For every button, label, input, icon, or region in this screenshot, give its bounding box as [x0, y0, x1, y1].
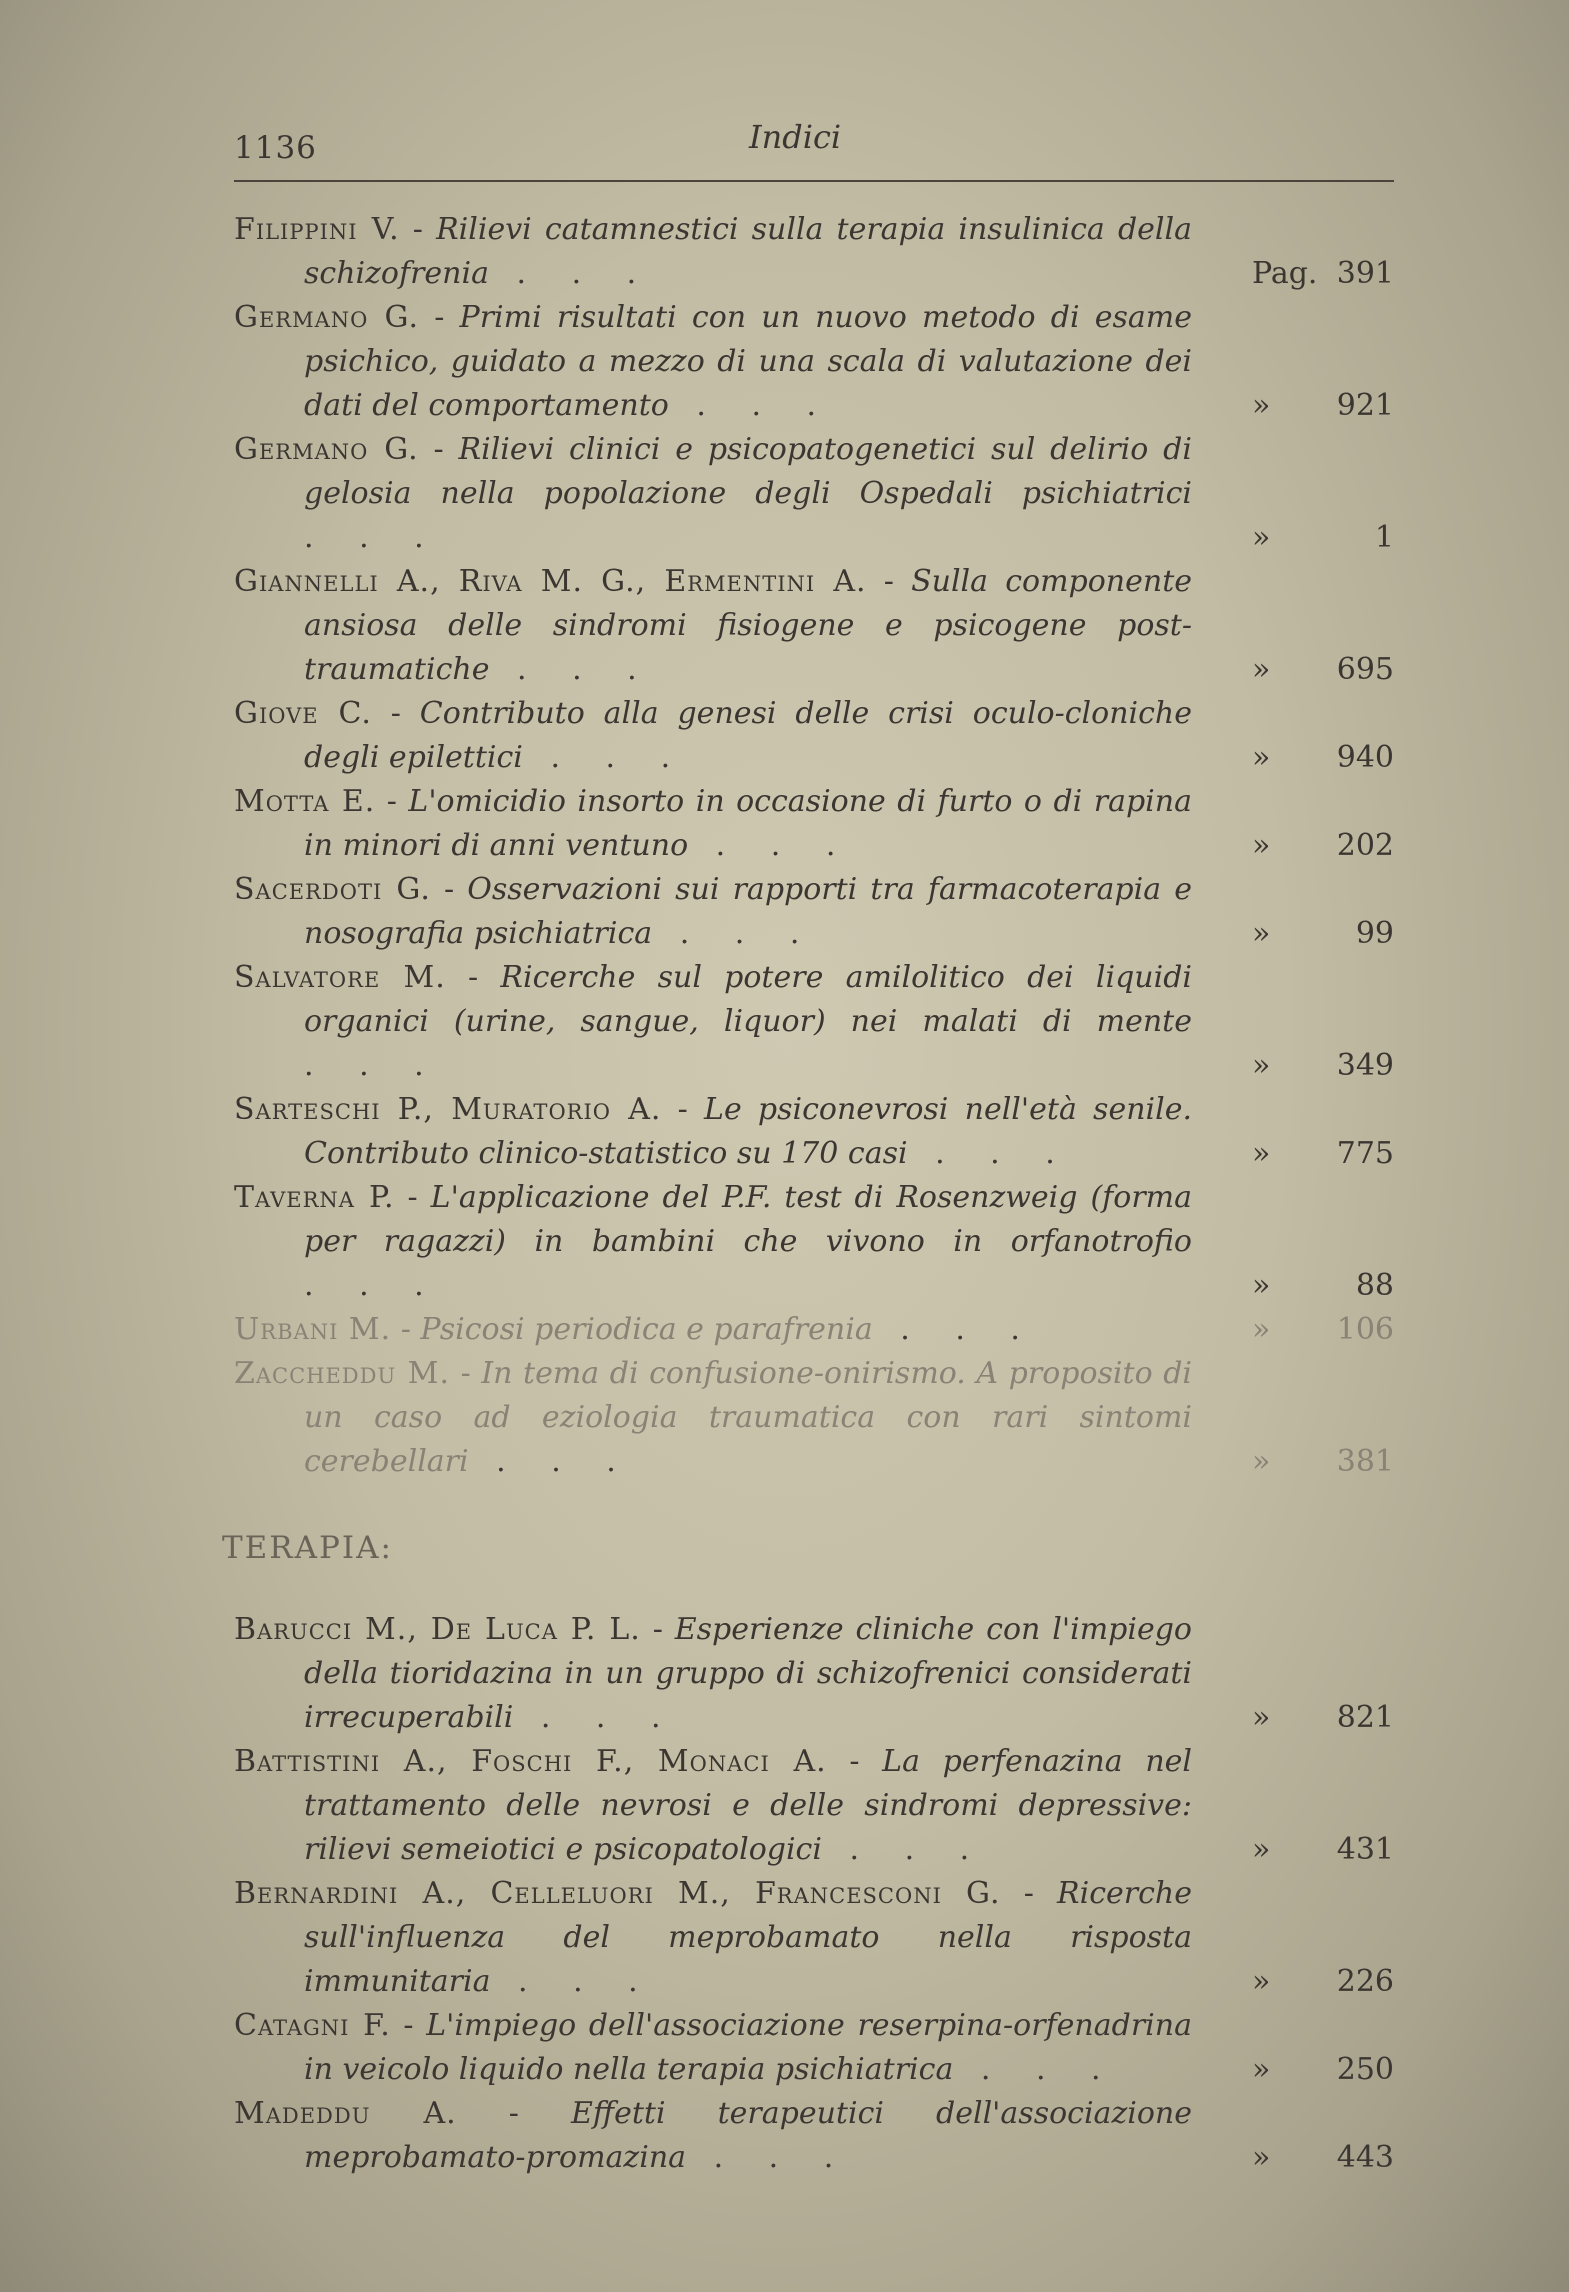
dot-leader: . . .	[686, 2140, 852, 2175]
entry-title: In tema di confusione-onirismo. A proposito di un caso ad eziologia traumatica con rari sintomi cerebellari	[304, 1356, 1192, 1479]
index-list-top	[234, 208, 1394, 1484]
entry-page-col	[1192, 1740, 1394, 1872]
entry-page-col	[1192, 2004, 1394, 2092]
entry-title: Rilievi clinici e psicopatogenetici sul delirio di gelosia nella popolazione degli Ospedali psichiatrici	[304, 432, 1192, 511]
entry-text	[234, 296, 1192, 428]
entry-page: 940	[1336, 740, 1394, 775]
separator: -	[371, 696, 420, 731]
dot-leader: . . .	[953, 2052, 1119, 2087]
entry-page: 443	[1336, 2140, 1394, 2175]
entry-page: 88	[1355, 1268, 1394, 1303]
entry-page: 349	[1336, 1048, 1394, 1083]
entry-title: Ricerche sull'influenza del meprobamato nella risposta immunitaria	[304, 1876, 1192, 1999]
entry-text	[234, 2092, 1192, 2180]
entry-page-col	[1192, 296, 1394, 428]
entry-text	[234, 692, 1192, 780]
entry-page-col	[1192, 780, 1394, 868]
dot-leader: . . .	[490, 1964, 656, 1999]
entry-author: Germano G.	[234, 432, 419, 467]
separator: -	[866, 564, 912, 599]
separator: -	[450, 1356, 482, 1391]
entry-page: 99	[1355, 916, 1394, 951]
entry-text	[234, 1308, 1192, 1352]
entry-text	[234, 1608, 1192, 1740]
entry-title: Contributo alla genesi delle crisi oculo-cloniche degli epilettici	[304, 696, 1192, 775]
header-rule	[234, 180, 1394, 182]
entry-title: Sulla componente ansiosa delle sindromi fisiogene e psicogene post-traumatiche	[304, 564, 1192, 687]
index-entry	[234, 1176, 1394, 1308]
separator: -	[394, 1180, 431, 1215]
entry-author: Bernardini A., Celleluori M., Francesconi G.	[234, 1876, 1001, 1911]
entry-page-col	[1192, 428, 1394, 560]
index-entry	[234, 780, 1394, 868]
entry-title: L'impiego dell'associazione reserpina-orfenadrina in veicolo liquido nella terapia psichiatrica	[304, 2008, 1192, 2087]
entry-author: Giannelli A., Riva M. G., Ermentini A.	[234, 564, 867, 599]
entry-page: 391	[1336, 256, 1394, 291]
page-prefix: »	[1252, 652, 1271, 687]
page-prefix: »	[1252, 740, 1271, 775]
entry-author: Barucci M., De Luca P. L.	[234, 1612, 641, 1647]
running-title: Indici	[749, 118, 842, 156]
entry-page-col	[1192, 1352, 1394, 1484]
index-entry	[234, 692, 1394, 780]
running-header	[234, 0, 1394, 184]
entry-title: Osservazioni sui rapporti tra farmacoterapia e nosografia psichiatrica	[304, 872, 1192, 951]
page-prefix: »	[1252, 388, 1271, 423]
entry-author: Madeddu A.	[234, 2096, 457, 2131]
entry-page: 202	[1336, 828, 1394, 863]
page-prefix: »	[1252, 828, 1271, 863]
entry-author: Giove C.	[234, 696, 372, 731]
entry-page-col	[1192, 1608, 1394, 1740]
entry-text	[234, 956, 1192, 1088]
entry-title: Ricerche sul potere amilolitico dei liquidi organici (urine, sangue, liquor) nei malati di mente	[304, 960, 1192, 1039]
entry-author: Sarteschi P., Muratorio A.	[234, 1092, 662, 1127]
index-entry	[234, 428, 1394, 560]
entry-page-col	[1192, 560, 1394, 692]
separator: -	[826, 1744, 883, 1779]
entry-text	[234, 868, 1192, 956]
separator: -	[390, 2008, 427, 2043]
dot-leader: . . .	[522, 740, 689, 775]
entry-page-col	[1192, 956, 1394, 1088]
entry-text	[234, 1352, 1192, 1484]
index-entry	[234, 868, 1394, 956]
page-prefix: »	[1252, 520, 1271, 555]
entry-page-col	[1192, 868, 1394, 956]
entry-author: Urbani M.	[234, 1312, 392, 1347]
entry-page: 226	[1336, 1964, 1394, 1999]
page-prefix: »	[1252, 1700, 1271, 1735]
page-prefix: »	[1252, 1832, 1271, 1867]
entry-text	[234, 428, 1192, 560]
index-entry	[234, 1740, 1394, 1872]
page-prefix: »	[1252, 2140, 1271, 2175]
separator: -	[419, 300, 460, 335]
entry-author: Sacerdoti G.	[234, 872, 431, 907]
entry-title: La perfenazina nel trattamento delle nevrosi e delle sindromi depressive: rilievi semeiotici e psicopatologici	[304, 1744, 1192, 1867]
entry-page: 775	[1336, 1136, 1394, 1171]
entry-title: Psicosi periodica e parafrenia	[420, 1312, 873, 1347]
entry-author: Battistini A., Foschi F., Monaci A.	[234, 1744, 827, 1779]
index-entry	[234, 2004, 1394, 2092]
separator: -	[1000, 1876, 1058, 1911]
entry-text	[234, 2004, 1192, 2092]
page-number: 1136	[234, 130, 317, 166]
entry-page-col	[1192, 1176, 1394, 1308]
entry-title: Primi risultati con un nuovo metodo di esame psichico, guidato a mezzo di una scala di valutazione dei dati del comportamento	[304, 300, 1192, 423]
separator: -	[456, 2096, 571, 2131]
page-prefix: »	[1252, 1312, 1271, 1347]
entry-title: L'omicidio insorto in occasione di furto o di rapina in minori di anni ventuno	[304, 784, 1192, 863]
dot-leader: . . .	[652, 916, 818, 951]
dot-leader: . . .	[668, 388, 835, 423]
section-heading-terapia: TERAPIA:	[222, 1530, 393, 1566]
entry-author: Germano G.	[234, 300, 419, 335]
page-prefix: »	[1252, 1268, 1271, 1303]
page-prefix: »	[1252, 1964, 1271, 1999]
entry-page-col	[1192, 1088, 1394, 1176]
entry-text	[234, 1176, 1192, 1308]
entry-page-col	[1192, 692, 1394, 780]
separator: -	[399, 212, 437, 247]
entry-text	[234, 1872, 1192, 2004]
separator: -	[375, 784, 409, 819]
entry-page: 1	[1374, 520, 1394, 555]
entry-title: L'applicazione del P.F. test di Rosenzweig (forma per ragazzi) in bambini che vivono in orfanotrofio	[304, 1180, 1192, 1259]
entry-author: Taverna P.	[234, 1180, 395, 1215]
index-list-terapia	[234, 1608, 1394, 2180]
entry-page-col	[1192, 1872, 1394, 2004]
dot-leader: . . .	[304, 1268, 442, 1303]
index-entry	[234, 560, 1394, 692]
separator: -	[640, 1612, 675, 1647]
entry-page: 106	[1336, 1312, 1394, 1347]
entry-page: 381	[1336, 1444, 1394, 1479]
dot-leader: . . .	[304, 1048, 442, 1083]
page-prefix: »	[1252, 2052, 1271, 2087]
index-entry	[234, 1088, 1394, 1176]
dot-leader: . . .	[821, 1832, 988, 1867]
dot-leader: . . .	[688, 828, 854, 863]
entry-title: Esperienze cliniche con l'impiego della tioridazina in un gruppo di schizofrenici considerati irrecuperabili	[304, 1612, 1192, 1735]
separator: -	[418, 432, 459, 467]
entry-title: Effetti terapeutici dell'associazione meprobamato-promazina	[304, 2096, 1192, 2175]
page-prefix: »	[1252, 916, 1271, 951]
entry-author: Salvatore M.	[234, 960, 446, 995]
entry-text	[234, 560, 1192, 692]
page-prefix: »	[1252, 1048, 1271, 1083]
dot-leader: . . .	[872, 1312, 1038, 1347]
entry-author: Zaccheddu M.	[234, 1356, 450, 1391]
index-content	[222, 184, 1394, 2220]
index-entry	[234, 1608, 1394, 1740]
entry-page: 250	[1336, 2052, 1394, 2087]
entry-author: Filippini V.	[234, 212, 400, 247]
entry-page: 695	[1336, 652, 1394, 687]
entry-title: Le psiconevrosi nell'età senile. Contributo clinico-statistico su 170 casi	[304, 1092, 1192, 1171]
dot-leader: . . .	[489, 652, 655, 687]
entry-text	[234, 208, 1192, 296]
entry-author: Catagni F.	[234, 2008, 391, 2043]
entry-page-col	[1192, 208, 1394, 296]
dot-leader: . . .	[304, 520, 442, 555]
index-entry	[234, 956, 1394, 1088]
index-entry	[234, 296, 1394, 428]
page-prefix: Pag.	[1252, 256, 1318, 291]
index-entry	[234, 1872, 1394, 2004]
entry-page: 821	[1336, 1700, 1394, 1735]
index-entry	[234, 208, 1394, 296]
entry-text	[234, 1088, 1192, 1176]
entry-page: 921	[1336, 388, 1394, 423]
separator: -	[661, 1092, 705, 1127]
separator: -	[445, 960, 501, 995]
entry-page: 431	[1336, 1832, 1394, 1867]
dot-leader: . . .	[907, 1136, 1073, 1171]
index-entry	[234, 1308, 1394, 1352]
page-prefix: »	[1252, 1444, 1271, 1479]
dot-leader: . . .	[468, 1444, 634, 1479]
entry-text	[234, 1740, 1192, 1872]
entry-page-col	[1192, 1308, 1394, 1352]
index-entry	[234, 1352, 1394, 1484]
page-prefix: »	[1252, 1136, 1271, 1171]
dot-leader: . . .	[513, 1700, 679, 1735]
entry-title: Rilievi catamnestici sulla terapia insulinica della schizofrenia	[304, 212, 1192, 291]
separator: -	[391, 1312, 421, 1347]
dot-leader: . . .	[488, 256, 655, 291]
index-entry	[234, 2092, 1394, 2180]
entry-page-col	[1192, 2092, 1394, 2180]
entry-text	[234, 780, 1192, 868]
entry-author: Motta E.	[234, 784, 376, 819]
separator: -	[430, 872, 468, 907]
